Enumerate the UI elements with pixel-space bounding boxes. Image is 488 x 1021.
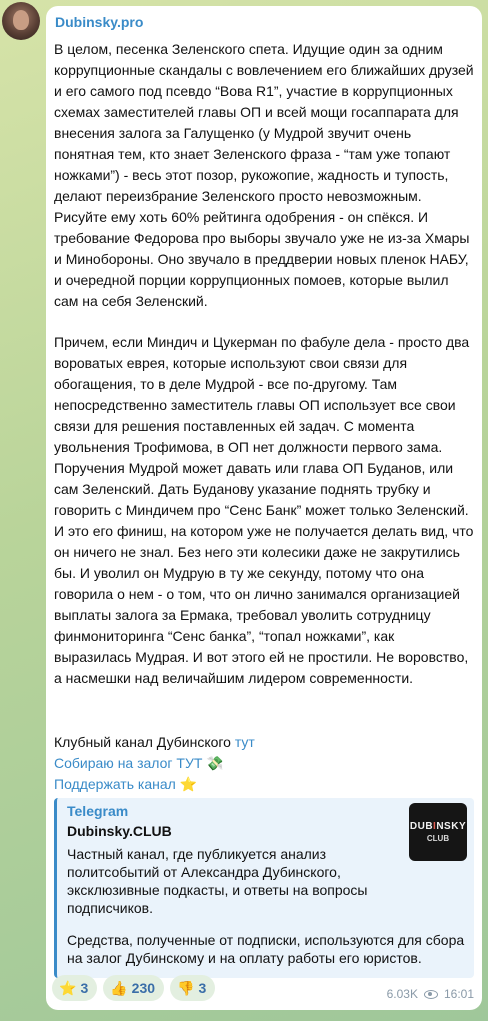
reaction-count: 3	[198, 980, 207, 996]
message-paragraph-1: В целом, песенка Зеленского спета. Идущие один за одним коррупционные скандалы с вовлечением его ближайших друзей и его самого под псевдо “Вова R1”, участие в коррупционных схемах заместителей главы ОП и всей мощи госаппарата для внесения залога за Галущенко (у Мудрой звучит очень понятная тем, кто знает Зеленского фраза - “там уже топают ножками”) - весь этот позор, рукожопие, жадность и тупость, делают переизбрание Зеленского просто невозможным. Рисуйте ему хоть 60% рейтинга одобрения - он спёкся. И требование Федорова про выборы звучало уже не из-за Хмары и Минобороны. Оно звучало в преддверии новых пленок НАБУ, и очередной порции коррупционных помоев, которые вылил сам на себя Зеленский.	[54, 41, 474, 309]
star-icon: ⭐	[59, 979, 77, 996]
thumbs-down-icon: 👎	[177, 979, 195, 996]
preview-thumbnail	[409, 803, 467, 861]
message-time: 16:01	[443, 987, 474, 1001]
avatar-face	[13, 10, 29, 30]
preview-description-2: Средства, полученные от подписки, используются для сбора на залог Дубинскому и на оплату работы его юристов.	[67, 932, 465, 966]
message-paragraph-2: Причем, если Миндич и Цукерман по фабуле дела - просто два вороватых еврея, которые используют свои связи для обогащения, то в деле Мудрой - все по-другому. Там непосредственно заместитель главы ОП использует все свои связи для решения поставленных ей задач. С момента увольнения Трофимова, в ОП нет должности первого зама. Поручения Мудрой может давать или глава ОП Буданов, или сам Зеленский. Дать Буданову указание поднять трубку и говорить с Миндичем про “Сенс Банк” может только Зеленский. И это его финиш, на котором уже не получается делать вид, что он ничего не знал. Без него эти колесики даже не закрутились бы. И уволил он Мудрую в ту же секунду, потому что она говорила о нем - о том, что он лично занимался организацией выплаты залога за Ермака, требовал уволить сотрудницу финмониторинга “Сенс банка”, “топал ножками”, как выразилась Мудрая. И вот этого ей не простили. Не воровство, а насмешки над величайшим лидером современности.	[54, 334, 474, 686]
thumb-part-a: DUB	[409, 821, 434, 832]
thumb-logo-line2: CLUB	[426, 834, 450, 843]
reaction-count: 230	[131, 980, 156, 996]
support-line	[54, 774, 474, 795]
club-link[interactable]: тут	[234, 734, 255, 750]
preview-site: Telegram	[67, 803, 129, 819]
money-icon: 💸	[206, 755, 224, 771]
message-bubble	[46, 6, 482, 1010]
message-links	[54, 732, 474, 795]
reactions-bar	[52, 975, 215, 1001]
reaction-thumbs-down[interactable]	[170, 975, 215, 1001]
thumbs-up-icon: 👍	[110, 979, 128, 996]
reaction-thumbs-up[interactable]	[103, 975, 164, 1001]
channel-name[interactable]: Dubinsky.pro	[55, 14, 144, 30]
eye-icon	[424, 990, 438, 999]
bail-line	[54, 753, 474, 774]
channel-avatar[interactable]	[2, 2, 40, 40]
thumb-part-b: I	[433, 821, 437, 832]
message-meta	[387, 987, 474, 1001]
preview-description: Частный канал, где публикуется анализ политсобытий от Александра Дубинского, эксклюзивные подкасты, и ответы на вопросы подписчиков.	[67, 846, 368, 916]
bail-link[interactable]: Собираю на залог ТУТ	[54, 755, 203, 771]
reaction-count: 3	[80, 980, 89, 996]
thumb-logo-line1	[410, 821, 466, 832]
club-line	[54, 732, 474, 753]
support-link[interactable]: Поддержать канал	[54, 776, 176, 792]
preview-title: Dubinsky.CLUB	[67, 823, 172, 839]
view-count: 6.03K	[386, 987, 418, 1001]
reaction-star[interactable]	[52, 975, 97, 1001]
thumb-part-c: NSKY	[436, 821, 467, 832]
star-icon: ⭐	[179, 776, 198, 792]
link-preview[interactable]	[54, 798, 474, 978]
club-text: Клубный канал Дубинского	[54, 734, 231, 750]
